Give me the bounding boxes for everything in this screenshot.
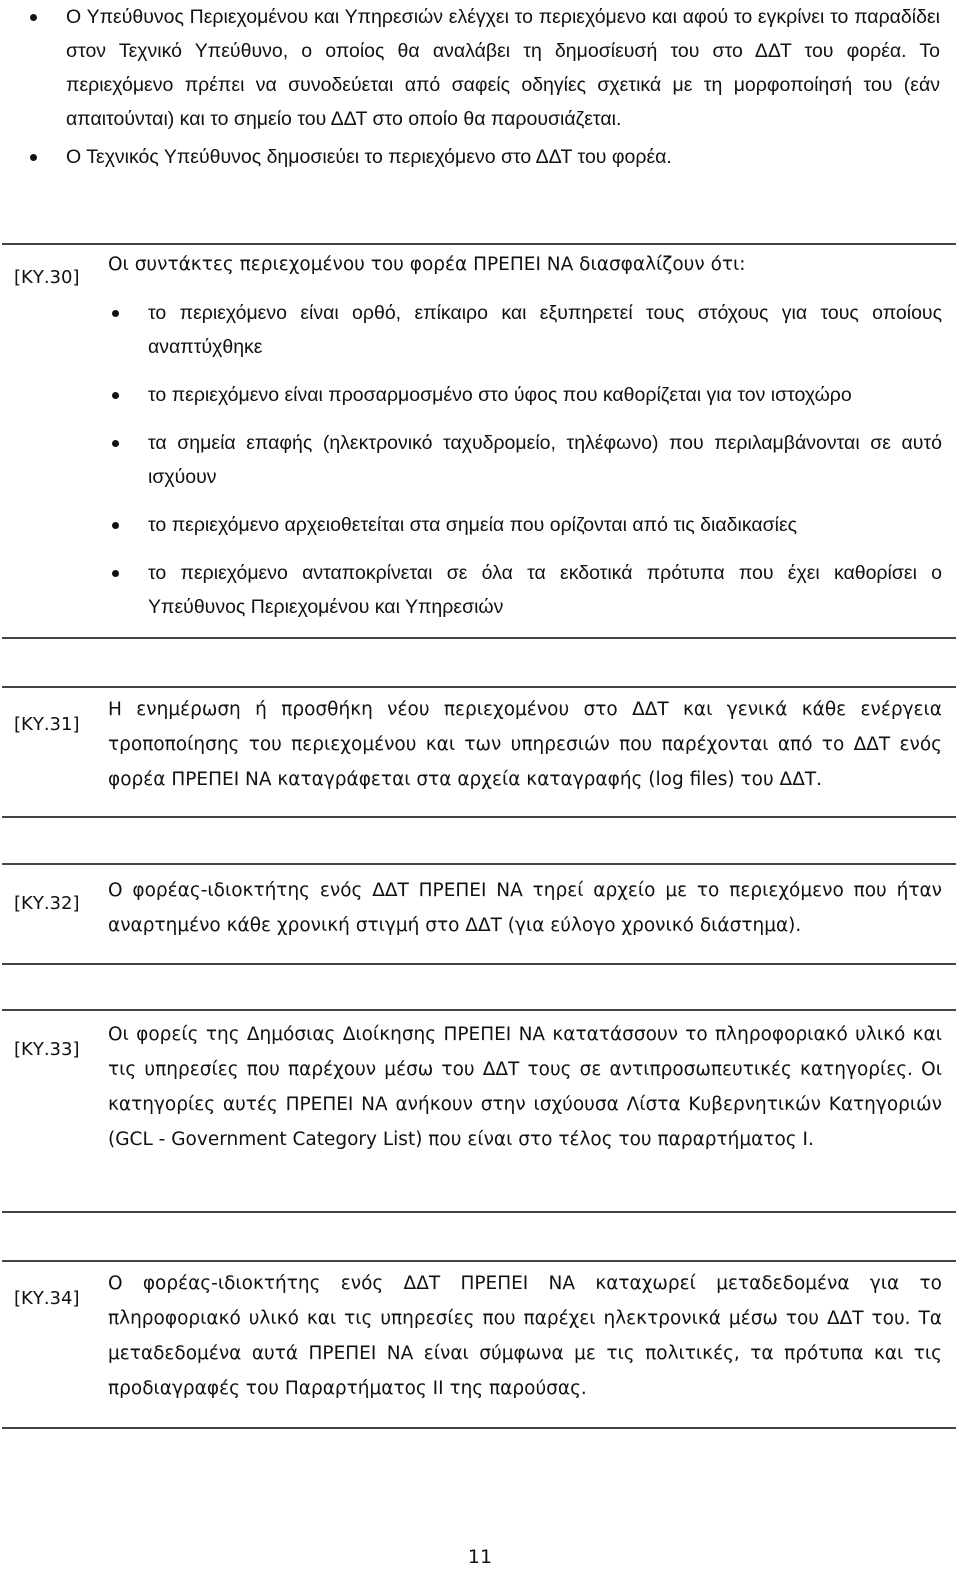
requirement-text: Η ενημέρωση ή προσθήκη νέου περιεχομένου στο ΔΔΤ και γενικά κάθε ενέργεια τροποποίησης του περιεχομένου και των υπηρεσιών που παρέχονται από το ΔΔΤ ενός φορέα ΠΡΕΠΕΙ ΝΑ καταγράφεται στα αρχεία καταγραφής (log files) του ΔΔΤ. [108,699,942,790]
requirement-code: [ΚΥ.32] [14,893,80,914]
intro-bullet [20,140,940,174]
page-number: 11 [467,1546,493,1568]
requirement-code: [ΚΥ.30] [14,267,80,288]
requirement-ky34 [2,1260,956,1429]
requirement-code: [ΚΥ.33] [14,1039,80,1060]
checklist-item [108,508,942,542]
intro-bullet-text: Ο Τεχνικός Υπεύθυνος δημοσιεύει το περιεχόμενο στο ΔΔΤ του φορέα. [66,146,672,168]
checklist-item-text: το περιεχόμενο ανταποκρίνεται σε όλα τα εκδοτικά πρότυπα που έχει καθορίσει ο Υπεύθυνος Περιεχομένου και Υπηρεσιών [148,562,942,618]
checklist-item-text: το περιεχόμενο είναι προσαρμοσμένο στο ύφος που καθορίζεται για τον ιστοχώρο [148,384,852,406]
requirement-ky31 [2,686,956,818]
bullet-icon [112,392,119,399]
requirement-body [108,692,942,797]
intro-bullet-list [20,0,940,174]
requirement-code: [ΚΥ.34] [14,1288,80,1309]
requirement-ky32 [2,863,956,965]
requirement-body [108,873,942,943]
bullet-icon [112,310,119,317]
bullet-icon [112,570,119,577]
checklist-item [108,296,942,364]
bullet-icon [30,154,37,161]
checklist-item [108,556,942,624]
intro-bullet-text: Ο Υπεύθυνος Περιεχομένου και Υπηρεσιών ελέγχει το περιεχόμενο και αφού το εγκρίνει το παραδίδει στον Τεχνικό Υπεύθυνο, ο οποίος θα αναλάβει τη δημοσίευσή του στο ΔΔΤ του φορέα. Το περιεχόμενο πρέπει να συνοδεύεται από σαφείς οδηγίες σχετικά με τη μορφοποίησή του (εάν απαιτούνται) και το σημείο του ΔΔΤ στο οποίο θα παρουσιάζεται. [66,6,940,130]
requirement-text: Οι συντάκτες περιεχομένου του φορέα ΠΡΕΠΕΙ ΝΑ διασφαλίζουν ότι: [108,254,746,275]
requirement-body [108,1017,942,1157]
intro-bullet [20,0,940,136]
checklist-item [108,378,942,412]
requirement-ky33 [2,1009,956,1213]
requirement-body [108,247,942,638]
bullet-icon [30,14,37,21]
bullet-icon [112,522,119,529]
requirement-code: [ΚΥ.31] [14,714,80,735]
requirement-text: Ο φορέας-ιδιοκτήτης ενός ΔΔΤ ΠΡΕΠΕΙ ΝΑ καταχωρεί μεταδεδομένα για το πληροφοριακό υλικό και τις υπηρεσίες που παρέχει ηλεκτρονικά μέσω του ΔΔΤ του. Τα μεταδεδομένα αυτά ΠΡΕΠΕΙ ΝΑ είναι σύμφωνα με τις πολιτικές, τα πρότυπα και τις προδιαγραφές του Παραρτήματος II της παρούσας. [108,1273,942,1399]
checklist-item [108,426,942,494]
checklist-item-text: το περιεχόμενο είναι ορθό, επίκαιρο και εξυπηρετεί τους στόχους για τους οποίους αναπτύχθηκε [148,302,942,358]
requirement-body [108,1266,942,1406]
requirement-ky30 [2,243,956,639]
checklist-item-text: το περιεχόμενο αρχειοθετείται στα σημεία που ορίζονται από τις διαδικασίες [148,514,798,536]
requirement-checklist [108,296,942,624]
requirement-text: Ο φορέας-ιδιοκτήτης ενός ΔΔΤ ΠΡΕΠΕΙ ΝΑ τηρεί αρχείο με το περιεχόμενο που ήταν αναρτημένο κάθε χρονική στιγμή στο ΔΔΤ (για εύλογο χρονικό διάστημα). [108,880,942,936]
requirement-text: Οι φορείς της Δημόσιας Διοίκησης ΠΡΕΠΕΙ ΝΑ κατατάσσουν το πληροφοριακό υλικό και τις υπηρεσίες που παρέχουν μέσω του ΔΔΤ τους σε αντιπροσωπευτικές κατηγορίες. Οι κατηγορίες αυτές ΠΡΕΠΕΙ ΝΑ ανήκουν στην ισχύουσα Λίστα Κυβερνητικών Κατηγοριών (GCL - Government Category List) που είναι στο τέλος του παραρτήματος I. [108,1024,942,1150]
checklist-item-text: τα σημεία επαφής (ηλεκτρονικό ταχυδρομείο, τηλέφωνο) που περιλαμβάνονται σε αυτό ισχύουν [148,432,942,488]
bullet-icon [112,440,119,447]
